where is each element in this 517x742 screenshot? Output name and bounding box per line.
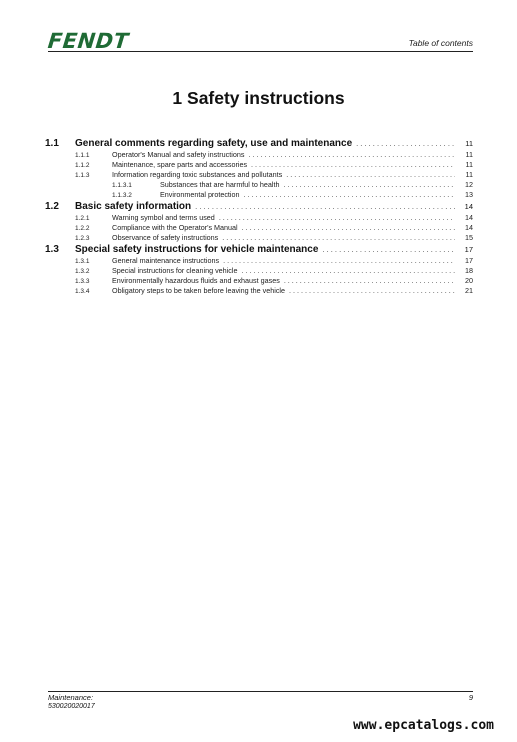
toc-entry-label: Substances that are harmful to health	[160, 180, 280, 189]
toc-entry[interactable]	[45, 233, 473, 243]
toc-dot-leader	[286, 170, 455, 179]
toc-dot-leader	[356, 139, 455, 148]
toc-entry[interactable]	[45, 213, 473, 223]
toc-entry-label: Information regarding toxic substances and pollutants	[112, 170, 283, 179]
toc-entry-page: 14	[465, 213, 473, 222]
toc-dot-leader	[289, 286, 455, 295]
toc-entry-number: 1.2.1	[75, 215, 90, 222]
toc-entry-page: 11	[465, 160, 473, 169]
toc-entry[interactable]	[45, 150, 473, 160]
toc-entry-label: Obligatory steps to be taken before leaving the vehicle	[112, 286, 286, 295]
toc-dot-leader	[222, 233, 455, 242]
toc-entry-label: Environmental protection	[160, 190, 240, 199]
footer-page-number: 9	[468, 693, 473, 702]
footer-divider	[48, 691, 473, 692]
toc-entry-label: Compliance with the Operator's Manual	[112, 223, 238, 232]
toc-entry-page: 14	[464, 202, 473, 211]
toc-dot-leader	[242, 223, 455, 232]
toc-entry-label: General comments regarding safety, use and maintenance	[75, 138, 353, 149]
toc-entry[interactable]	[45, 286, 473, 296]
footer-doc-number: 530020020017	[48, 703, 95, 710]
toc-entry-label: Observance of safety instructions	[112, 233, 219, 242]
toc-entry-label: Special instructions for cleaning vehicle	[112, 266, 238, 275]
toc-dot-leader	[322, 245, 455, 254]
toc-entry[interactable]	[45, 170, 473, 180]
toc-entry-label: Basic safety information	[75, 201, 192, 212]
toc-dot-leader	[251, 160, 455, 169]
toc-entry-page: 14	[465, 223, 473, 232]
toc-entry[interactable]	[45, 160, 473, 170]
toc-entry-number: 1.1.3.2	[112, 192, 132, 199]
toc-entry-page: 11	[465, 170, 473, 179]
toc-entry-number: 1.1.2	[75, 162, 90, 169]
toc-entry[interactable]	[45, 190, 473, 200]
watermark-url: www.epcatalogs.com	[353, 718, 494, 733]
toc-entry[interactable]	[45, 244, 473, 256]
fendt-logo: FENDT	[46, 29, 130, 53]
toc-entry-label: Maintenance, spare parts and accessories	[112, 160, 248, 169]
toc-entry[interactable]	[45, 266, 473, 276]
toc-entry-page: 17	[465, 256, 473, 265]
toc-entry[interactable]	[45, 180, 473, 190]
toc-entry[interactable]	[45, 276, 473, 286]
toc-entry-page: 18	[465, 266, 473, 275]
chapter-title: 1 Safety instructions	[172, 88, 345, 108]
toc-entry-page: 13	[465, 190, 473, 199]
toc-dot-leader	[195, 202, 455, 211]
toc-entry-number: 1.2.2	[75, 225, 90, 232]
toc-entry-label: Warning symbol and terms used	[112, 213, 215, 222]
toc-entry-page: 15	[465, 233, 473, 242]
header-divider	[48, 51, 473, 52]
toc-entry-page: 21	[465, 286, 473, 295]
toc-entry-page: 17	[464, 245, 473, 254]
table-of-contents	[45, 137, 473, 296]
toc-entry-number: 1.1.3	[75, 172, 90, 179]
toc-entry-label: Operator's Manual and safety instructions	[112, 150, 245, 159]
toc-entry-page: 20	[465, 276, 473, 285]
toc-dot-leader	[223, 256, 455, 265]
toc-entry-number: 1.3.1	[75, 258, 90, 265]
toc-dot-leader	[241, 266, 455, 275]
toc-entry[interactable]	[45, 201, 473, 213]
toc-entry-label: Special safety instructions for vehicle maintenance	[75, 244, 319, 255]
toc-entry-number: 1.3.3	[75, 278, 90, 285]
toc-dot-leader	[248, 150, 455, 159]
footer-doc-name: Maintenance:	[48, 693, 94, 702]
toc-entry-number: 1.3.2	[75, 268, 90, 275]
toc-entry[interactable]	[45, 256, 473, 266]
header-section-title: Table of contents	[408, 38, 473, 48]
toc-dot-leader	[244, 190, 455, 199]
toc-entry-page: 11	[465, 139, 473, 148]
toc-entry-page: 12	[465, 180, 473, 189]
toc-dot-leader	[283, 180, 455, 189]
toc-entry-number: 1.1.3.1	[112, 182, 132, 189]
toc-dot-leader	[284, 276, 455, 285]
toc-entry-number: 1.1.1	[75, 152, 90, 159]
toc-entry-number: 1.2	[45, 201, 59, 212]
toc-entry[interactable]	[45, 138, 473, 150]
toc-dot-leader	[219, 213, 455, 222]
toc-entry-number: 1.3	[45, 244, 59, 255]
toc-entry-number: 1.3.4	[75, 288, 90, 295]
toc-entry-page: 11	[465, 150, 473, 159]
toc-entry-number: 1.2.3	[75, 235, 90, 242]
toc-entry[interactable]	[45, 223, 473, 233]
toc-entry-label: Environmentally hazardous fluids and exhaust gases	[112, 276, 280, 285]
toc-entry-label: General maintenance instructions	[112, 256, 220, 265]
toc-entry-number: 1.1	[45, 138, 59, 149]
